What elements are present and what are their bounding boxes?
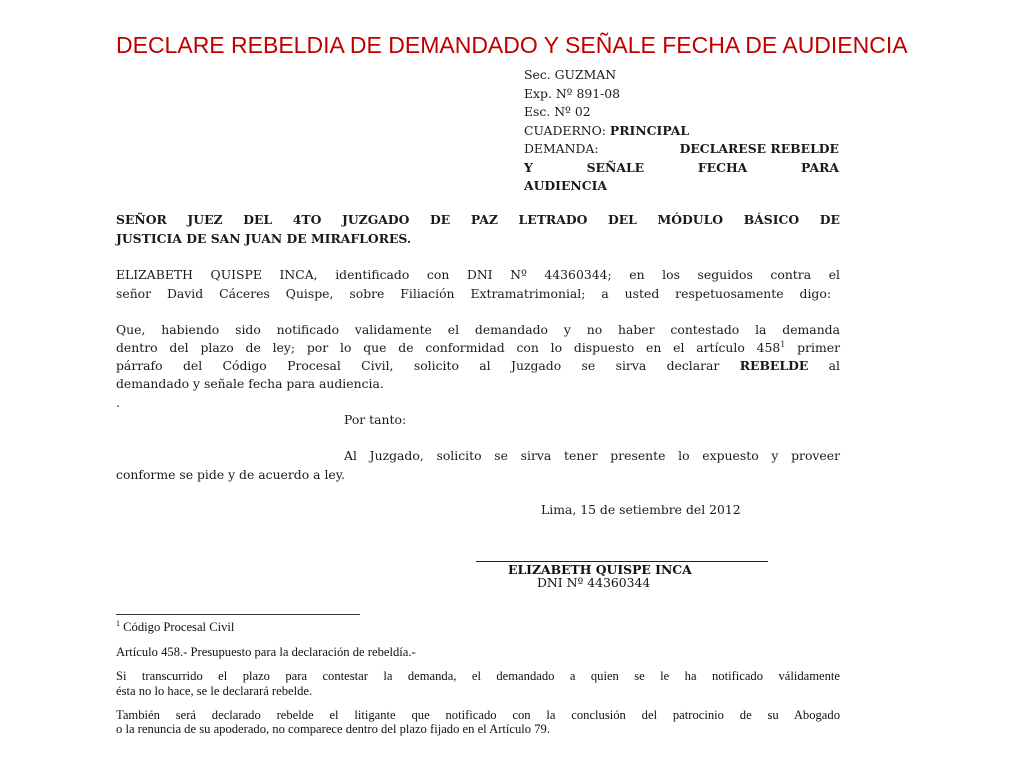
cuaderno-line <box>524 122 839 141</box>
demanda-line <box>524 140 839 159</box>
por-tanto: Por tanto: <box>344 412 407 427</box>
stray-dot: . <box>116 395 120 410</box>
footnote-number: 1 <box>116 618 120 628</box>
demanda-value-line1: DECLARESE REBELDE <box>679 141 839 156</box>
rebelde-keyword: REBELDE <box>739 358 809 373</box>
demanda-value-line3: AUDIENCIA <box>524 178 608 193</box>
closing-line-2: conforme se pide y de acuerdo a ley. <box>116 467 346 482</box>
addressee-line-2: JUSTICIA DE SAN JUAN DE MIRAFLORES. <box>116 231 412 246</box>
body-line-3-start: párrafo del Código Procesal Civil, solicito al Juzgado se sirva declarar <box>116 358 740 373</box>
signature-name: ELIZABETH QUISPE INCA <box>508 562 692 577</box>
footnote-article: Artículo 458.- Presupuesto para la declaración de rebeldía.- <box>116 645 416 659</box>
demanda-label: DEMANDA: <box>524 141 599 156</box>
footnote-reference <box>116 620 840 635</box>
expedient-line: Exp. Nº 891-08 <box>524 85 621 101</box>
footnote-marker: 1 <box>780 339 786 349</box>
writ-number-line: Esc. Nº 02 <box>524 104 591 119</box>
date-line: Lima, 15 de setiembre del 2012 <box>541 502 741 517</box>
document-title: DECLARE REBELDIA DE DEMANDADO Y SEÑALE FECHA DE AUDIENCIA <box>116 32 908 58</box>
addressee-line-1: SEÑOR JUEZ DEL 4TO JUZGADO DE PAZ LETRADO DEL MÓDULO BÁSICO DE <box>116 212 840 227</box>
cuaderno-value: PRINCIPAL <box>609 122 690 138</box>
case-info-block <box>524 66 839 196</box>
body-line-2-text: dentro del plazo de ley; por lo que de conformidad con lo dispuesto en el artículo 458 <box>116 340 781 355</box>
footnote-para1-line2: ésta no lo hace, se le declarará rebelde. <box>116 684 313 698</box>
footnote-para2-line2: o la renuncia de su apoderado, no comparece dentro del plazo fijado en el Artículo 79. <box>116 722 550 736</box>
demanda-value-line2: Y SEÑALE FECHA PARA <box>524 159 839 175</box>
cuaderno-label: CUADERNO: <box>524 122 610 138</box>
intro-line-1: ELIZABETH QUISPE INCA, identificado con DNI Nº 44360344; en los seguidos contra el <box>116 267 840 282</box>
footnote-separator <box>116 614 360 615</box>
intro-line-2: señor David Cáceres Quispe, sobre Filiación Extramatrimonial; a usted respetuosamente digo: <box>116 286 831 301</box>
body-line-2 <box>116 339 840 357</box>
body-line-2-end: primer <box>785 340 840 355</box>
body-line-3-end: al <box>808 358 840 373</box>
signature-dni: DNI Nº 44360344 <box>537 575 651 590</box>
closing-line-1: Al Juzgado, solicito se sirva tener presente lo expuesto y proveer <box>344 448 840 463</box>
secretary-line: Sec. GUZMAN <box>524 67 617 82</box>
body-line-4: demandado y señale fecha para audiencia. <box>116 376 384 391</box>
footnote-ref-text: Código Procesal Civil <box>120 620 235 634</box>
footnote-para2-line1: También será declarado rebelde el litigante que notificado con la conclusión del patrocinio de su Abogado <box>116 708 840 722</box>
body-line-1: Que, habiendo sido notificado validamente el demandado y no haber contestado la demanda <box>116 322 840 337</box>
body-line-3 <box>116 357 840 375</box>
footnote-para1-line1: Si transcurrido el plazo para contestar la demanda, el demandado a quien se le ha notificado válidamente <box>116 669 840 683</box>
